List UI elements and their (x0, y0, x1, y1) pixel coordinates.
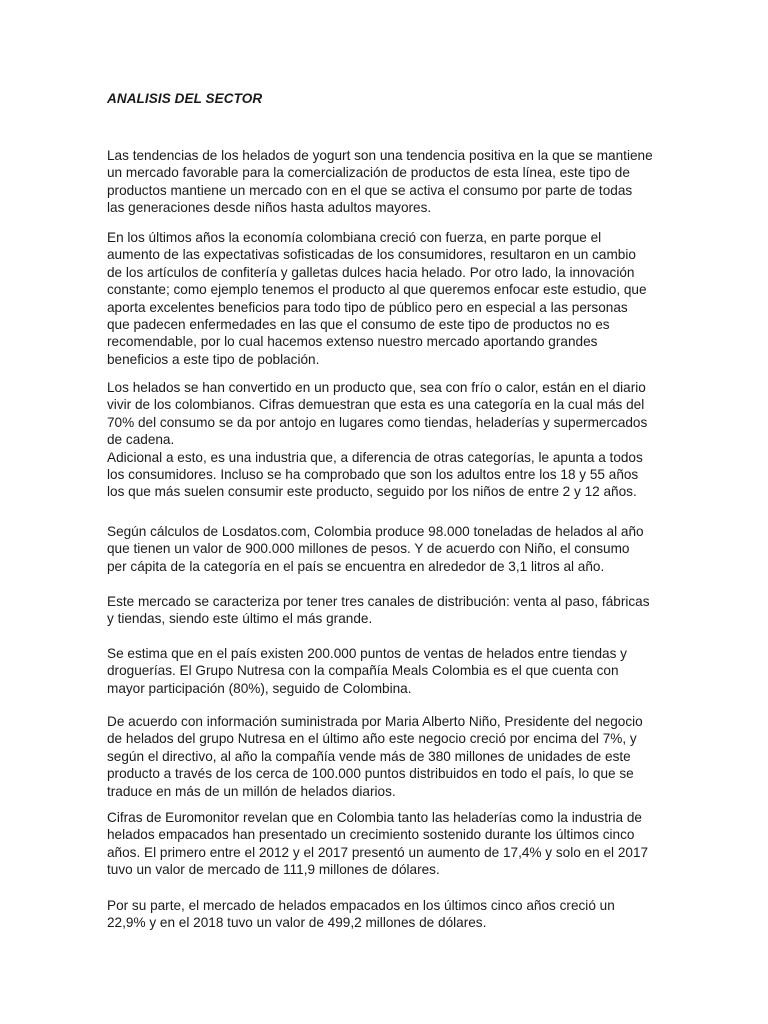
text-line: constante; como ejemplo tenemos el producto al que queremos enfocar este estudio, que (107, 282, 647, 298)
paragraph (107, 897, 667, 932)
text-line: los que más suelen consumir este producto, seguido por los niños de entre 2 y 12 años. (107, 484, 637, 500)
text-line: per cápita de la categoría en el país se encuentra en alrededor de 3,1 litros al año. (107, 558, 605, 574)
text-line: Por su parte, el mercado de helados empacados en los últimos cinco años creció un (107, 898, 615, 913)
text-line: En los últimos años la economía colombiana creció con fuerza, en parte porque el (107, 230, 602, 245)
paragraph (107, 147, 667, 217)
paragraph (107, 645, 667, 697)
text-line: De acuerdo con información suministrada por Maria Alberto Niño, Presidente del negocio (107, 714, 643, 729)
text-line: Adicional a esto, es una industria que, a diferencia de otras categorías, le apunta a todos (107, 449, 643, 465)
paragraph (107, 593, 667, 628)
text-line: aporta excelentes beneficios para todo tipo de público pero en especial a las personas (107, 299, 628, 315)
text-line: los consumidores. Incluso se ha comprobado que son los adultos entre los 18 y 55 años (107, 467, 639, 483)
text-line: que tienen un valor de 900.000 millones de pesos. Y de acuerdo con Niño, el consumo (107, 541, 630, 557)
text-line: traduce en más de un millón de helados diarios. (107, 783, 396, 799)
text-line: Las tendencias de los helados de yogurt son una tendencia positiva en la que se mantiene (107, 148, 653, 163)
text-line: Cifras de Euromonitor revelan que en Colombia tanto las heladerías como la industria de (107, 810, 642, 825)
text-line: de cadena. (107, 432, 175, 448)
paragraph (107, 379, 667, 501)
text-line: 22,9% y en el 2018 tuvo un valor de 499,2 millones de dólares. (107, 915, 487, 931)
text-line: Según cálculos de Losdatos.com, Colombia produce 98.000 toneladas de helados al año (107, 524, 644, 539)
text-line: mayor participación (80%), seguido de Colombina. (107, 680, 412, 696)
text-line: producto a través de los cerca de 100.000 puntos distribuidos en todo el país, lo que se (107, 766, 634, 782)
text-line: productos mantiene un mercado con en el que se activa el consumo por parte de todas (107, 182, 633, 198)
text-line: beneficios a este tipo de población. (107, 351, 320, 367)
text-line: años. El primero entre el 2012 y el 2017 presentó un aumento de 17,4% y solo en el 2017 (107, 844, 649, 860)
text-line: Este mercado se caracteriza por tener tres canales de distribución: venta al paso, fábricas (107, 594, 650, 609)
text-line: que padecen enfermedades en las que el consumo de este tipo de productos no es (107, 317, 610, 333)
text-line: y tiendas, siendo este último el más grande. (107, 611, 373, 627)
text-line: Los helados se han convertido en un producto que, sea con frío o calor, están en el diario (107, 380, 646, 395)
paragraph (107, 229, 667, 368)
text-line: según el directivo, al año la compañía vende más de 380 millones de unidades de este (107, 748, 631, 764)
paragraph (107, 809, 667, 879)
text-line: recomendable, por lo cual hacemos extenso nuestro mercado aportando grandes (107, 334, 598, 350)
text-line: las generaciones desde niños hasta adultos mayores. (107, 200, 432, 216)
text-line: un mercado favorable para la comercialización de productos de esta línea, este tipo de (107, 165, 630, 181)
text-line: 70% del consumo se da por antojo en lugares como tiendas, heladerías y supermercados (107, 414, 648, 430)
text-line: helados empacados han presentado un crecimiento sostenido durante los últimos cinco (107, 827, 635, 843)
text-line: droguerías. El Grupo Nutresa con la compañía Meals Colombia es el que cuenta con (107, 663, 619, 679)
text-line: de los artículos de confitería y galletas dulces hacia helado. Por otro lado, la innovación (107, 264, 635, 280)
document-title: ANALISIS DEL SECTOR (107, 91, 263, 106)
paragraph (107, 713, 667, 800)
text-line: tuvo un valor de mercado de 111,9 millones de dólares. (107, 862, 440, 878)
text-line: de helados del grupo Nutresa en el último año este negocio creció por encima del 7%, y (107, 731, 637, 747)
paragraph (107, 523, 667, 575)
text-line: aumento de las expectativas sofisticadas de los consumidores, resultaron en un cambio (107, 247, 636, 263)
text-line: Se estima que en el país existen 200.000 puntos de ventas de helados entre tiendas y (107, 646, 627, 661)
text-line: vivir de los colombianos. Cifras demuestran que esta es una categoría en la cual más del (107, 397, 645, 413)
